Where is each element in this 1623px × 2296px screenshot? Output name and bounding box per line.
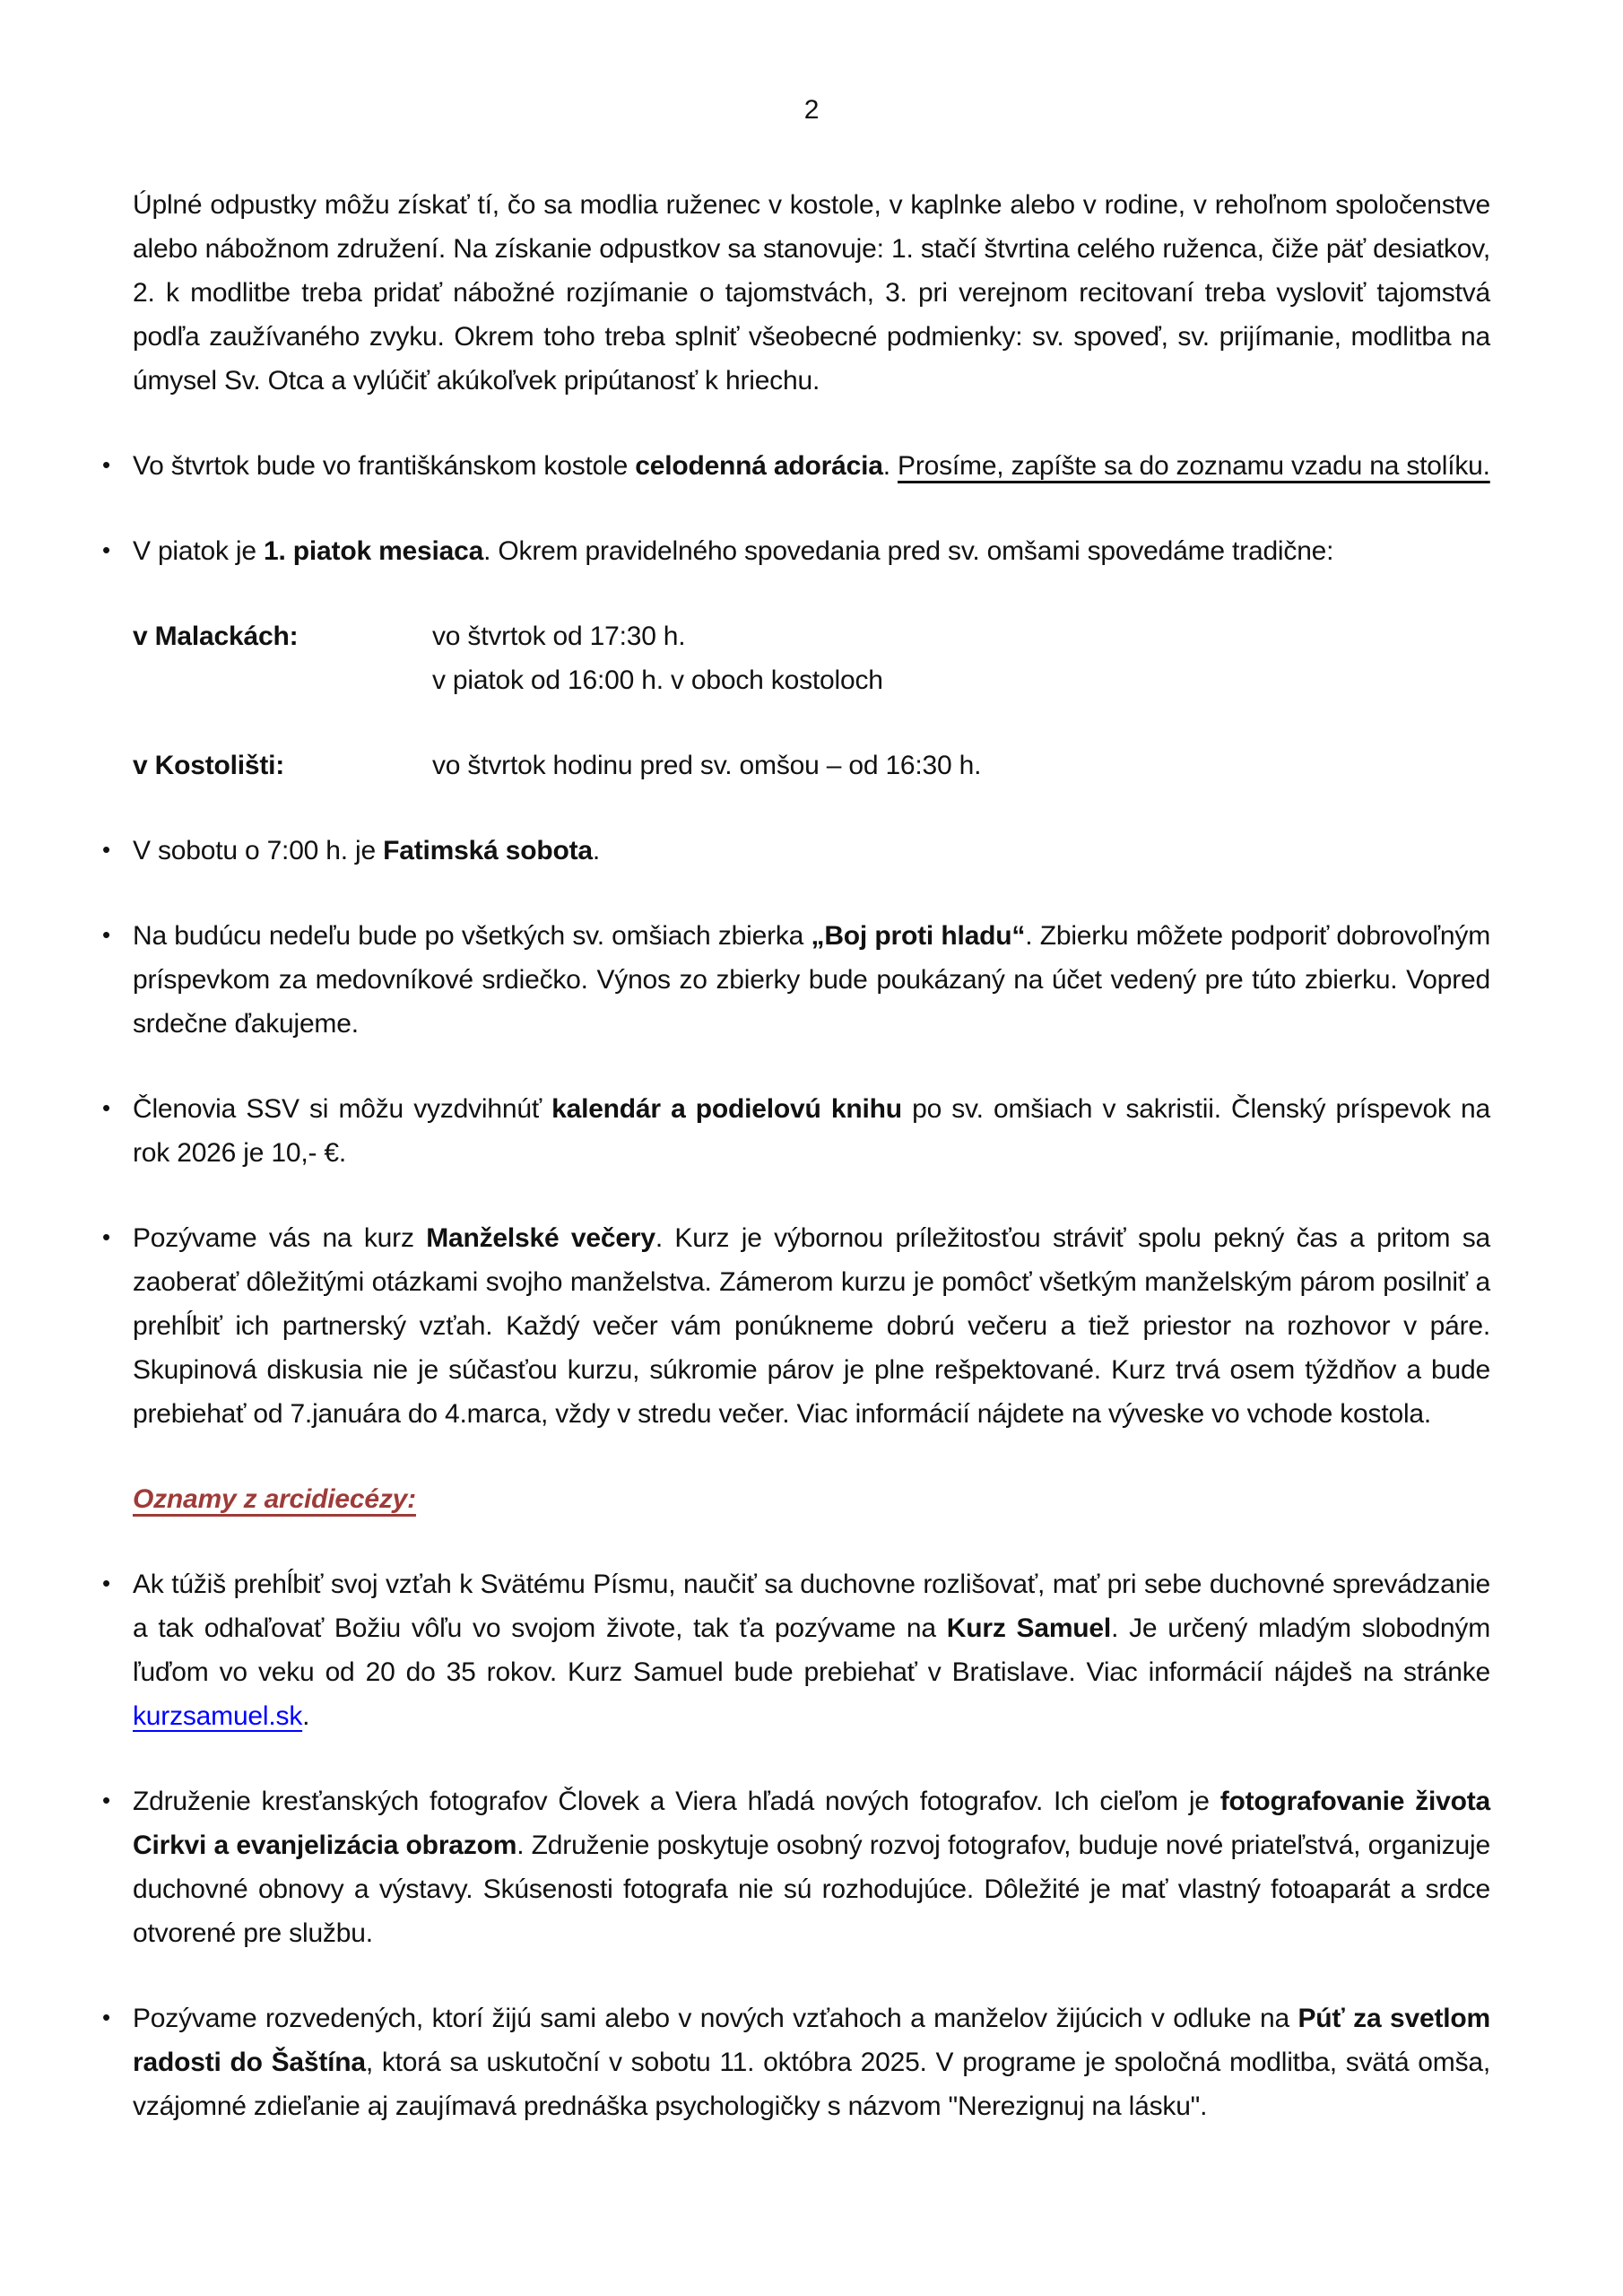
list-item-text: Členovia SSV si môžu vyzdvihnúť kalendár a podielovú knihu po sv. omšiach v sakristii. Členský príspevok na rok 2026 je 10,- €. (133, 1094, 1490, 1168)
announcement-list-archdiocese (102, 1562, 1490, 2128)
bullet-marker: • (102, 836, 110, 863)
hyperlink[interactable]: kurzsamuel.sk (133, 1701, 303, 1731)
schedule-times (432, 614, 1490, 702)
bullet-marker: • (102, 1787, 110, 1813)
list-item-text: Pozývame rozvedených, ktorí žijú sami alebo v nových vzťahoch a manželov žijúcich v odluke na Púť za svetlom radosti do Šaštína, ktorá sa uskutoční v sobotu 11. októbra 2025. V programe je spoločná modlitba, svätá omša, vzájomné zdieľanie aj zaujímavá prednáška psychologičky s názvom "Nerezignuj na lásku". (133, 2004, 1490, 2121)
list-item-text: V piatok je 1. piatok mesiaca. Okrem pravidelného spovedania pred sv. omšami spovedáme tradične: (133, 536, 1334, 566)
schedule-label: v Kostolišti: (133, 751, 285, 780)
list-item-manzelske-vecery (102, 1216, 1490, 1436)
bullet-marker: • (102, 451, 110, 478)
list-item-fatimska-sobota (102, 829, 1490, 873)
list-item-prvy-piatok (102, 529, 1490, 573)
list-item-ssv (102, 1087, 1490, 1175)
list-item-kurz-samuel (102, 1562, 1490, 1738)
announcement-list-middle (102, 829, 1490, 1436)
list-item-text: Ak túžiš prehĺbiť svoj vzťah k Svätému Písmu, naučiť sa duchovne rozlišovať, mať pri sebe duchovné sprevádzanie a tak odhaľovať Božiu vôľu vo svojom živote, tak ťa pozývame na Kurz Samuel. Je určený mladým slobodným ľuďom vo veku od 20 do 35 rokov. Kurz Samuel bude prebiehať v Bratislave. Viac informácií nájdeš na stránke kurzsamuel.sk. (133, 1570, 1490, 1731)
bullet-marker: • (102, 1570, 110, 1596)
schedule-label: v Malackách: (133, 622, 299, 651)
list-item-put-sastin (102, 1996, 1490, 2128)
schedule-time-line: vo štvrtok od 17:30 h. (432, 622, 686, 651)
bullet-marker: • (102, 921, 110, 948)
bullet-marker: • (102, 536, 110, 563)
list-item-text: V sobotu o 7:00 h. je Fatimská sobota. (133, 836, 601, 865)
schedule-time-line: vo štvrtok hodinu pred sv. omšou – od 16:30 h. (432, 751, 982, 780)
page-number: 2 (803, 95, 820, 125)
list-item-zbierka (102, 914, 1490, 1046)
bullet-marker: • (102, 2004, 110, 2031)
bullet-marker: • (102, 1094, 110, 1121)
list-item-text: Združenie kresťanských fotografov Človek a Viera hľadá nových fotografov. Ich cieľom je fotografovanie života Cirkvi a evanjelizácia obrazom. Združenie poskytuje osobný rozvoj fotografov, buduje nové priateľstvá, organizuje duchovné obnovy a výstavy. Skúsenosti fotografa nie sú rozhodujúce. Dôležité je mať vlastný fotoaparát a srdce otvorené pre službu. (133, 1787, 1490, 1948)
list-item-adoracia (102, 444, 1490, 488)
list-item-text: Vo štvrtok bude vo františkánskom kostole celodenná adorácia. Prosíme, zapíšte sa do zoznamu vzadu na stolíku. (133, 451, 1490, 481)
heading-archdiocese-notices: Oznamy z arcidiecézy: (133, 1484, 416, 1514)
schedule-times (432, 744, 1490, 787)
list-item-fotografi (102, 1779, 1490, 1955)
confession-schedule (133, 614, 1490, 787)
list-item-text: Na budúcu nedeľu bude po všetkých sv. omšiach zbierka „Boj proti hladu“. Zbierku môžete podporiť dobrovoľným príspevkom za medovníkové srdiečko. Výnos zo zbierky bude poukázaný na účet vedený pre túto zbierku. Vopred srdečne ďakujeme. (133, 921, 1490, 1039)
schedule-time-line: v piatok od 16:00 h. v oboch kostoloch (432, 665, 883, 695)
bullet-marker: • (102, 1223, 110, 1250)
schedule-row-malacky (133, 614, 1490, 702)
list-item-text: Pozývame vás na kurz Manželské večery. Kurz je výbornou príležitosťou stráviť spolu pekný čas a pritom sa zaoberať dôležitými otázkami svojho manželstva. Zámerom kurzu je pomôcť všetkým manželským párom posilniť a prehĺbiť ich partnerský vzťah. Každý večer vám ponúkneme dobrú večeru a tiež priestor na rozhovor v páre. Skupinová diskusia nie je súčasťou kurzu, súkromie párov je plne rešpektované. Kurz trvá osem týždňov a bude prebiehať od 7.januára do 4.marca, vždy v stredu večer. Viac informácií nájdete na výveske vo vchode kostola. (133, 1223, 1490, 1429)
intro-paragraph: Úplné odpustky môžu získať tí, čo sa modlia ruženec v kostole, v kaplnke alebo v rodine, v rehoľnom spoločenstve alebo nábožnom združení. Na získanie odpustkov sa stanovuje: 1. stačí štvrtina celého ruženca, čiže päť desiatkov, 2. k modlitbe treba pridať nábožné rozjímanie o tajomstvách, 3. pri verejnom recitovaní treba vysloviť tajomstvá podľa zaužívaného zvyku. Okrem toho treba splniť všeobecné podmienky: sv. spoveď, sv. prijímanie, modlitba na úmysel Sv. Otca a vylúčiť akúkoľvek pripútanosť k hriechu. (133, 190, 1490, 396)
announcement-list-top (102, 444, 1490, 573)
schedule-row-kostoliste (133, 744, 1490, 787)
